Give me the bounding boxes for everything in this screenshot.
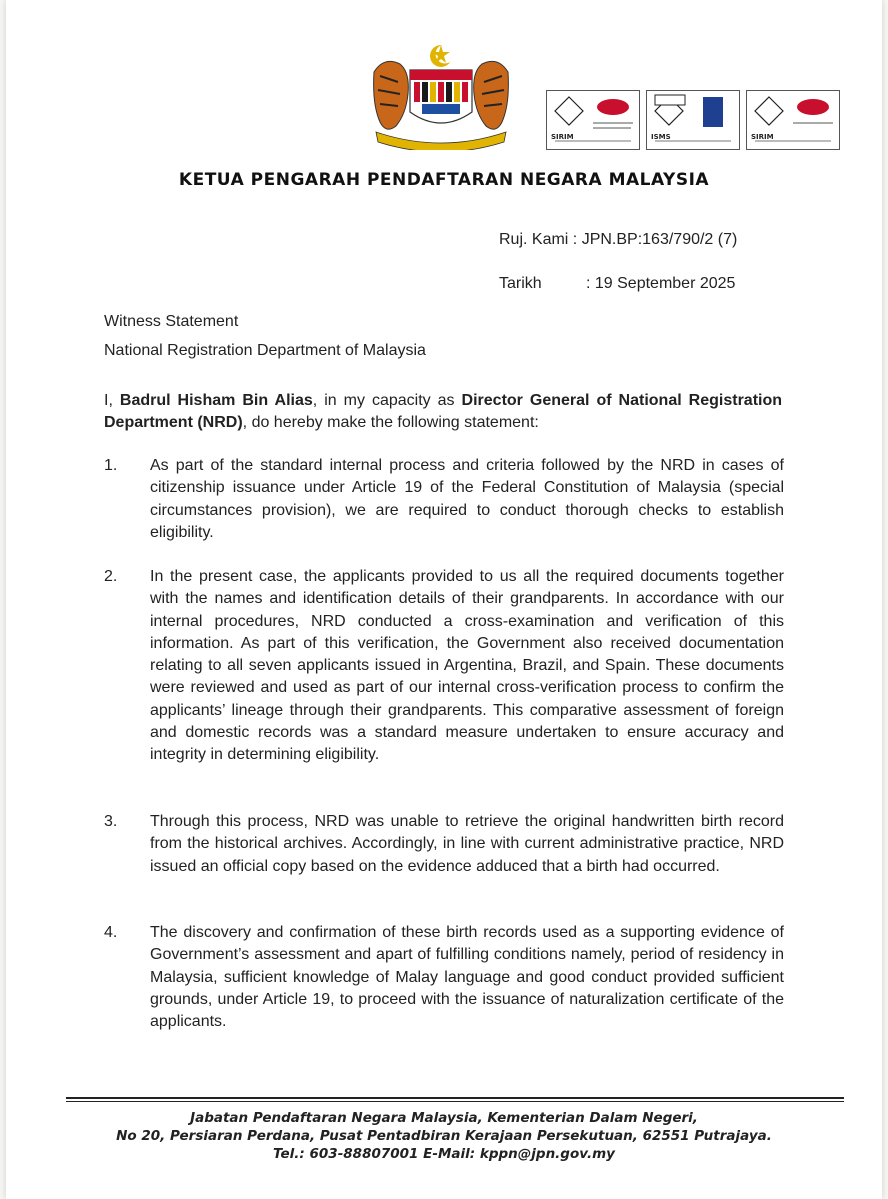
footer-address-line1: Jabatan Pendaftaran Negara Malaysia, Kementerian Dalam Negeri,: [190, 1110, 698, 1126]
paragraph-text: As part of the standard internal process and criteria followed by the NRD in cases of citizenship issuance under Article 19 of the Federal Constitution of Malaysia (special circumstances provision), we are required to conduct thorough checks to establish eligibility.: [150, 457, 784, 541]
paragraph-text: Through this process, NRD was unable to retrieve the original handwritten birth record from the historical archives. Accordingly, in line with current administrative practice, NRD issued an official copy based on the evidence adduced that a birth had occurred.: [150, 813, 784, 875]
intro-prefix: I,: [104, 392, 120, 409]
witness-name: Badrul Hisham Bin Alias: [119, 392, 313, 409]
intro-statement: [104, 390, 782, 434]
paragraph-text: The discovery and confirmation of these birth records used as a supporting evidence of Government’s assessment and apart of fulfilling conditions namely, period of residency in Malaysia, sufficient knowledge of Malay language and good conduct provided sufficient grounds, under Article 19, to proceed with the issuance of naturalization certificate of the applicants.: [150, 924, 784, 1031]
witness-title: Director General of National Registration Department (NRD): [104, 392, 783, 431]
date-value: : 19 September 2025: [586, 275, 736, 292]
paragraph-3: [104, 811, 784, 878]
department-name: National Registration Department of Malaysia: [104, 342, 426, 359]
cert-label: ISMS: [651, 133, 671, 141]
coat-of-arms-logo: [366, 42, 516, 150]
footer-divider: [66, 1097, 844, 1099]
footer-contact: Tel.: 603-88807001 E-Mail: kppn@jpn.gov.my: [273, 1146, 615, 1162]
paragraph-text: In the present case, the applicants provided to us all the required documents together with the names and identification details of their grandparents. In accordance with our internal procedures, NRD conducted a cross-examination and verification of this information. As part of this verification, the Government also received documentation relating to all seven applicants issued in Argentina, Brazil, and Spain. These documents were reviewed and used as part of our internal cross-verification process to confirm the applicants’ lineage through their grandparents. This comparative assessment of foreign and domestic records was a standard measure undertaken to ensure accuracy and integrity in determining eligibility.: [150, 568, 784, 764]
paragraph-2: [104, 566, 784, 767]
cert-badge-quality: [546, 90, 640, 150]
intro-suffix: , do hereby make the following statement:: [242, 414, 539, 431]
letter-page: [6, 0, 882, 1199]
reference-number: Ruj. Kami : JPN.BP:163/790/2 (7): [499, 231, 738, 248]
cert-badge-isms: [646, 90, 740, 150]
footer-divider-thin: [66, 1101, 844, 1102]
document-type: Witness Statement: [104, 313, 239, 330]
intro-middle: , in my capacity as: [312, 392, 462, 409]
paragraph-number: 1.: [104, 457, 118, 474]
paragraph-4: [104, 922, 784, 1033]
paragraph-number: 3.: [104, 813, 118, 830]
paragraph-number: 2.: [104, 568, 118, 585]
date-label: Tarikh: [499, 275, 542, 292]
paragraph-1: [104, 455, 784, 544]
paragraph-number: 4.: [104, 924, 118, 941]
cert-label: SIRIM: [751, 133, 774, 141]
letterhead-title: KETUA PENGARAH PENDAFTARAN NEGARA MALAYSIA: [178, 170, 710, 190]
certification-badges: [546, 90, 848, 152]
footer-address-line2: No 20, Persiaran Perdana, Pusat Pentadbiran Kerajaan Persekutuan, 62551 Putrajaya.: [116, 1128, 772, 1144]
cert-label: SIRIM: [551, 133, 574, 141]
cert-badge-antibribery: [746, 90, 840, 150]
